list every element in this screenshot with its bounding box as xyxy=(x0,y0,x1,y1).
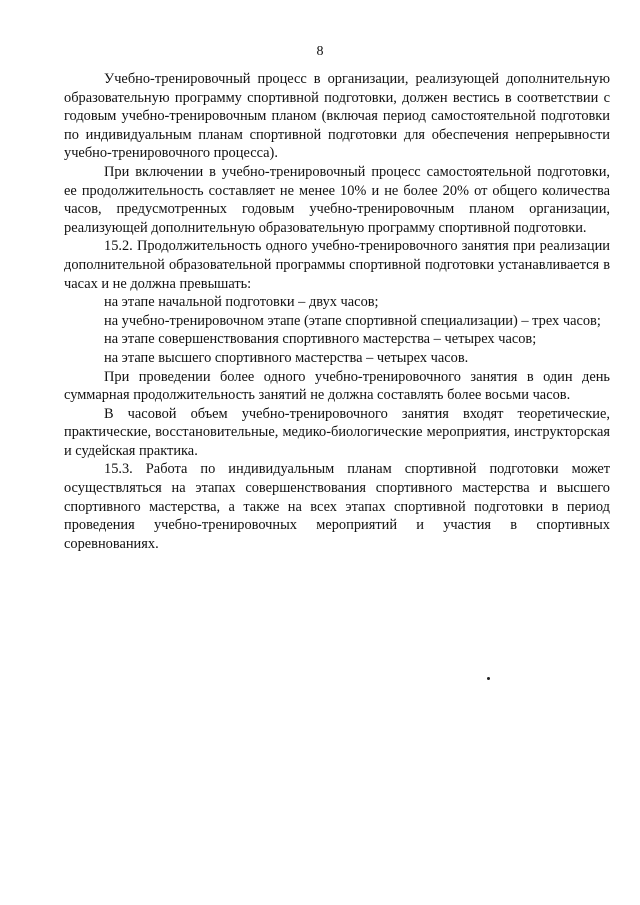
paragraph-training-process: Учебно-тренировочный процесс в организации, реализующей дополнительную образовательную программу спортивной подготовки, должен вестись в соответствии с годовым учебно-тренировочным планом (включая период самостоятельной подготовки по индивидуальным планам спортивной подготовки для обеспечения непрерывности учебно-тренировочного процесса). xyxy=(64,71,610,162)
list-item-initial-stage: на этапе начальной подготовки – двух часов; xyxy=(104,294,379,311)
paragraph-daily-limit: При проведении более одного учебно-тренировочного занятия в один день суммарная продолжительность занятий не должна составлять более восьми часов. xyxy=(64,368,610,404)
paragraph-hourly-volume: В часовой объем учебно-тренировочного занятия входят теоретические, практические, восстановительные, медико-биологические мероприятия, инструкторская и судейская практика. xyxy=(64,405,610,459)
paragraph-15-3: 15.3. Работа по индивидуальным планам спортивной подготовки может осуществляться на этапах совершенствования спортивного мастерства и высшего спортивного мастерства, а также на всех этапах спортивной подготовки в период проведения учебно-тренировочных мероприятий и участия в спортивных соревнованиях. xyxy=(64,461,610,552)
paragraph-15-2: 15.2. Продолжительность одного учебно-тренировочного занятия при реализации дополнительной образовательной программы спортивной подготовки устанавливается в часах и не должна превышать: xyxy=(64,238,610,292)
scan-dot xyxy=(487,677,490,680)
list-item-training-stage: на учебно-тренировочном этапе (этапе спортивной специализации) – трех часов; xyxy=(104,312,601,329)
paragraph-self-preparation: При включении в учебно-тренировочный процесс самостоятельной подготовки, ее продолжительность составляет не менее 10% и не более 20% от общего количества часов, предусмотренных годовым учебно-тренировочным планом организации, реализующей дополнительную образовательную программу спортивной подготовки. xyxy=(64,163,610,236)
list-item-improvement-stage: на этапе совершенствования спортивного мастерства – четырех часов; xyxy=(104,331,537,348)
page-number: 8 xyxy=(316,44,324,59)
list-item-highest-stage: на этапе высшего спортивного мастерства – четырех часов. xyxy=(104,349,469,366)
document-body xyxy=(64,70,610,553)
